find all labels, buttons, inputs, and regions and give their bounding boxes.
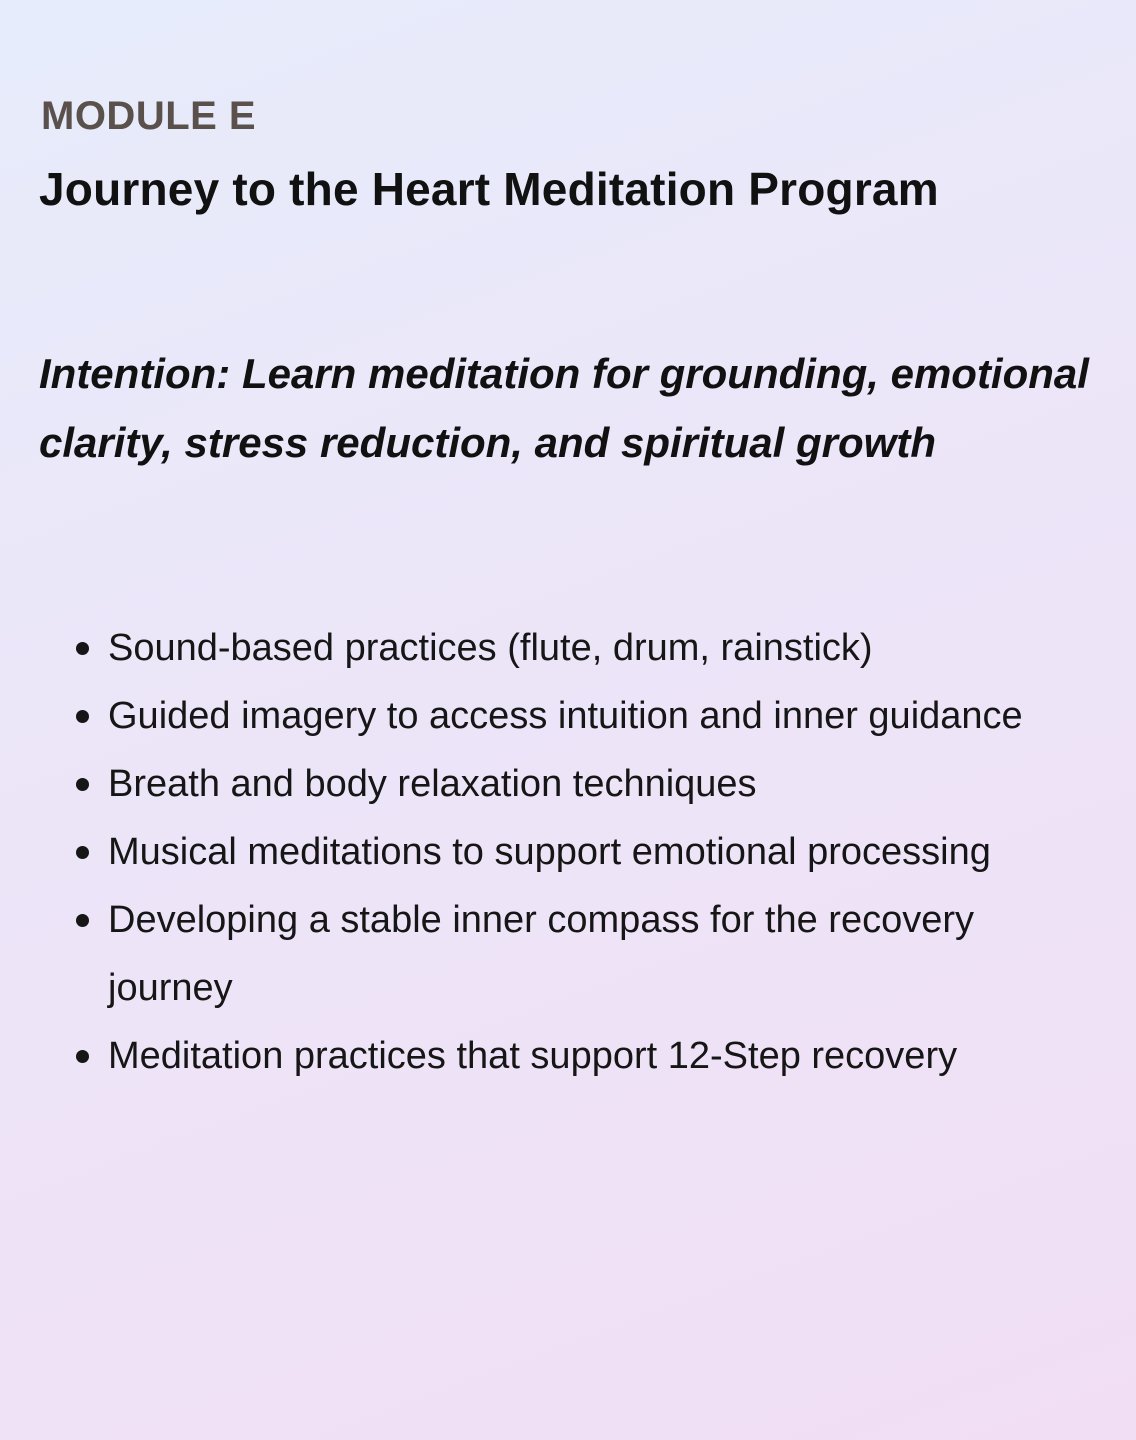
topic-item: [0, 1022, 1136, 1090]
topic-text: Meditation practices that support 12-Step recovery: [108, 1035, 958, 1077]
topic-item: [0, 750, 1136, 818]
topic-item: [0, 614, 1136, 682]
topic-text: Breath and body relaxation techniques: [108, 763, 757, 805]
topic-text: Guided imagery to access intuition and inner guidance: [108, 695, 1023, 737]
bullet-icon: [76, 642, 89, 655]
bullet-icon: [76, 1050, 89, 1063]
bullet-icon: [76, 914, 89, 927]
topic-text: Musical meditations to support emotional processing: [108, 831, 991, 873]
intention-statement: Intention: Learn meditation for grounding, emotional clarity, stress reduction, and spiritual growth: [39, 350, 1089, 466]
topic-item: [0, 886, 1136, 1022]
bullet-icon: [76, 846, 89, 859]
topic-text: Developing a stable inner compass for the recovery journey: [108, 899, 975, 1009]
program-title: Journey to the Heart Meditation Program: [39, 163, 939, 215]
topic-item: [0, 818, 1136, 886]
bullet-icon: [76, 778, 89, 791]
topic-item: [0, 682, 1136, 750]
bullet-icon: [76, 710, 89, 723]
topic-list: [0, 614, 1136, 1090]
module-label: MODULE E: [41, 94, 257, 138]
topic-text: Sound-based practices (flute, drum, rainstick): [108, 627, 873, 669]
